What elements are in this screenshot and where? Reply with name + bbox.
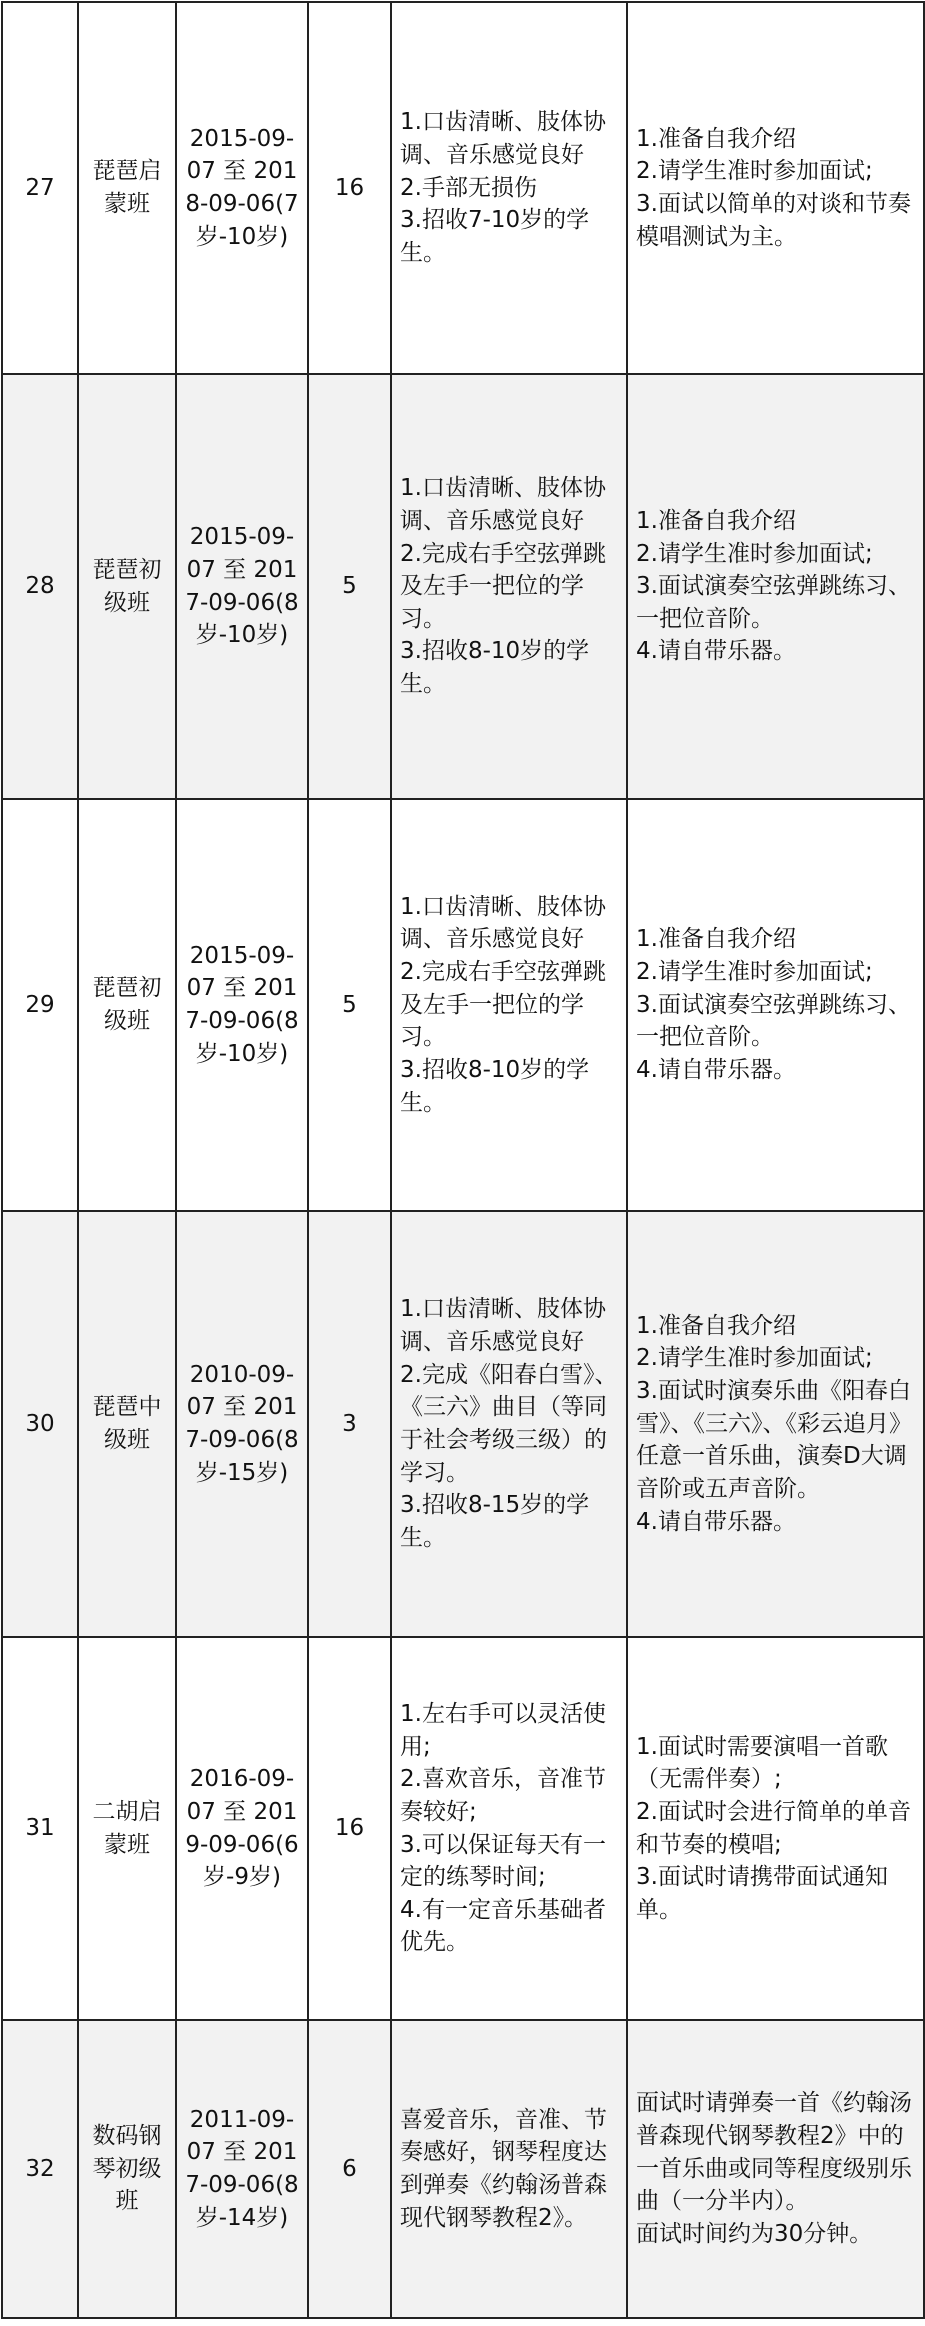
enrollment-table xyxy=(1,1,925,2319)
requirement-line: 4.有一定音乐基础者优先。 xyxy=(400,1896,606,1956)
row-number: 28 xyxy=(2,374,78,799)
requirement-line: 2.完成右手空弦弹跳及左手一把位的学习。 xyxy=(400,959,606,1051)
notes-cell xyxy=(627,2,924,374)
requirement-line: 1.口齿清晰、肢体协调、音乐感觉良好 xyxy=(400,109,606,169)
birth-date-range: 2016-09-07 至 2019-09-06(6岁-9岁) xyxy=(176,1637,308,2020)
notes-cell xyxy=(627,2020,924,2318)
requirement-line: 1.口齿清晰、肢体协调、音乐感觉良好 xyxy=(400,475,606,534)
note-line: 2.请学生准时参加面试; xyxy=(636,1345,873,1372)
note-line: 面试时间约为30分钟。 xyxy=(636,2220,873,2247)
table-row xyxy=(2,2,924,374)
requirement-line: 喜爱音乐，音准、节奏感好，钢琴程度达到弹奏《约翰汤普森现代钢琴教程2》。 xyxy=(400,2106,607,2231)
row-number: 31 xyxy=(2,1637,78,2020)
note-line: 4.请自带乐器。 xyxy=(636,1056,796,1083)
enrollment-count: 3 xyxy=(308,1211,391,1637)
note-line: 2.请学生准时参加面试; xyxy=(636,540,873,567)
note-line: 2.请学生准时参加面试; xyxy=(636,959,873,986)
requirement-line: 2.完成右手空弦弹跳及左手一把位的学习。 xyxy=(400,540,606,632)
table-row xyxy=(2,799,924,1211)
note-line: 3.面试以简单的对谈和节奏模唱测试为主。 xyxy=(636,191,911,250)
note-line: 1.准备自我介绍 xyxy=(636,507,796,534)
note-line: 3.面试时演奏乐曲《阳春白雪》、《三六》、《彩云追月》任意一首乐曲，演奏D大调音阶或五声音阶。 xyxy=(636,1378,912,1502)
requirement-line: 2.手部无损伤 xyxy=(400,174,537,201)
note-line: 4.请自带乐器。 xyxy=(636,1508,796,1535)
requirement-line: 2.喜欢音乐，音准节奏较好; xyxy=(400,1766,606,1825)
enrollment-count: 16 xyxy=(308,1637,391,2020)
table-row xyxy=(2,374,924,799)
class-name: 二胡启蒙班 xyxy=(78,1637,176,2020)
notes-cell xyxy=(627,1211,924,1637)
requirement-line: 3.招收8-10岁的学生。 xyxy=(400,1056,590,1116)
notes-cell xyxy=(627,799,924,1211)
class-name: 琵琶中级班 xyxy=(78,1211,176,1637)
class-name: 琵琶初级班 xyxy=(78,374,176,799)
row-number: 27 xyxy=(2,2,78,374)
requirement-line: 3.招收8-15岁的学生。 xyxy=(400,1492,590,1551)
requirement-line: 2.完成《阳春白雪》、《三六》曲目（等同于社会考级三级）的学习。 xyxy=(400,1361,618,1486)
birth-date-range: 2015-09-07 至 2018-09-06(7岁-10岁) xyxy=(176,2,308,374)
note-line: 面试时请弹奏一首《约翰汤普森现代钢琴教程2》中的一首乐曲或同等程度级别乐曲（一分半内）。 xyxy=(636,2090,912,2215)
note-line: 1.准备自我介绍 xyxy=(636,1312,796,1339)
enrollment-count: 16 xyxy=(308,2,391,374)
note-line: 3.面试时请携带面试通知单。 xyxy=(636,1864,888,1923)
note-line: 1.准备自我介绍 xyxy=(636,926,796,953)
enrollment-count: 5 xyxy=(308,374,391,799)
requirement-line: 1.口齿清晰、肢体协调、音乐感觉良好 xyxy=(400,1296,606,1356)
requirements-cell xyxy=(391,374,627,799)
requirements-cell xyxy=(391,799,627,1211)
note-line: 4.请自带乐器。 xyxy=(636,638,796,665)
enrollment-count: 5 xyxy=(308,799,391,1211)
requirement-line: 1.左右手可以灵活使用; xyxy=(400,1700,606,1760)
table-row xyxy=(2,2020,924,2318)
row-number: 30 xyxy=(2,1211,78,1637)
birth-date-range: 2015-09-07 至 2017-09-06(8岁-10岁) xyxy=(176,799,308,1211)
notes-cell xyxy=(627,1637,924,2020)
class-name: 数码钢琴初级班 xyxy=(78,2020,176,2318)
row-number: 29 xyxy=(2,799,78,1211)
table-row xyxy=(2,1637,924,2020)
class-name: 琵琶启蒙班 xyxy=(78,2,176,374)
birth-date-range: 2011-09-07 至 2017-09-06(8岁-14岁) xyxy=(176,2020,308,2318)
requirements-cell xyxy=(391,2020,627,2318)
note-line: 1.准备自我介绍 xyxy=(636,125,796,152)
row-number: 32 xyxy=(2,2020,78,2318)
note-line: 3.面试演奏空弦弹跳练习、一把位音阶。 xyxy=(636,991,911,1051)
table-row xyxy=(2,1211,924,1637)
requirement-line: 1.口齿清晰、肢体协调、音乐感觉良好 xyxy=(400,893,606,953)
notes-cell xyxy=(627,374,924,799)
note-line: 3.面试演奏空弦弹跳练习、一把位音阶。 xyxy=(636,573,911,632)
requirements-cell xyxy=(391,1211,627,1637)
note-line: 1.面试时需要演唱一首歌（无需伴奏）; xyxy=(636,1733,888,1793)
requirement-line: 3.招收7-10岁的学生。 xyxy=(400,207,590,266)
enrollment-count: 6 xyxy=(308,2020,391,2318)
note-line: 2.面试时会进行简单的单音和节奏的模唱; xyxy=(636,1798,911,1858)
class-name: 琵琶初级班 xyxy=(78,799,176,1211)
requirement-line: 3.招收8-10岁的学生。 xyxy=(400,638,590,698)
requirements-cell xyxy=(391,1637,627,2020)
birth-date-range: 2010-09-07 至 2017-09-06(8岁-15岁) xyxy=(176,1211,308,1637)
note-line: 2.请学生准时参加面试; xyxy=(636,158,873,185)
birth-date-range: 2015-09-07 至 2017-09-06(8岁-10岁) xyxy=(176,374,308,799)
requirements-cell xyxy=(391,2,627,374)
requirement-line: 3.可以保证每天有一定的练琴时间; xyxy=(400,1831,606,1891)
